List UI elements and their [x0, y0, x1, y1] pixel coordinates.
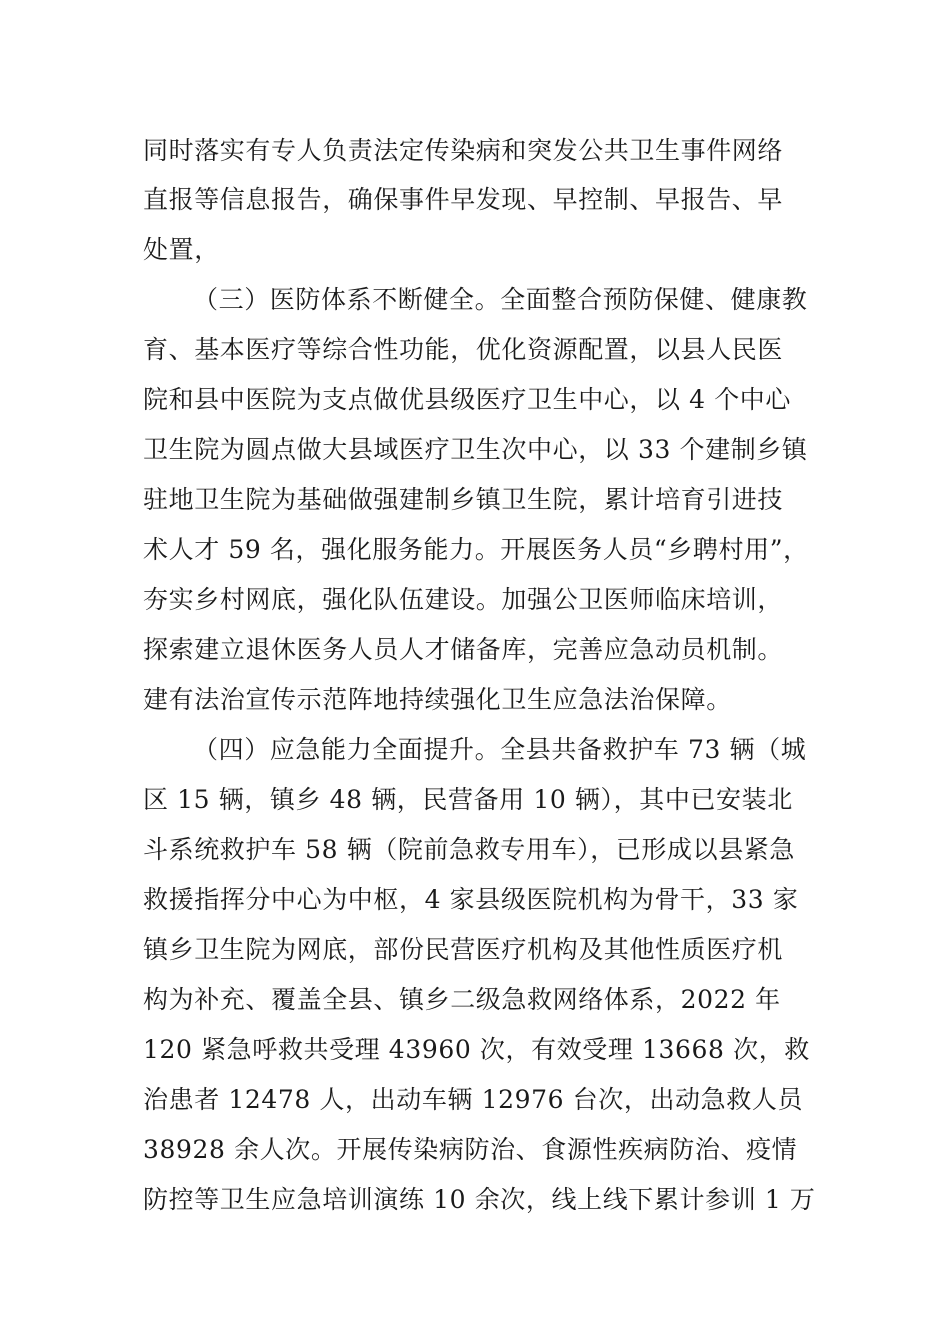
text-line: 卫生院为圆点做大县域医疗卫生次中心，以 33 个建制乡镇 — [143, 435, 808, 464]
text-line: 构为补充、覆盖全县、镇乡二级急救网络体系，2022 年 — [143, 985, 781, 1014]
text-line: 探索建立退休医务人员人才储备库，完善应急动员机制。 — [143, 635, 784, 664]
text-line: 夯实乡村网底，强化队伍建设。加强公卫医师临床培训， — [143, 585, 784, 614]
text-line: 同时落实有专人负责法定传染病和突发公共卫生事件网络 — [143, 136, 784, 165]
text-line: 120 紧急呼救共受理 43960 次，有效受理 13668 次，救 — [143, 1035, 810, 1064]
text-line: 镇乡卫生院为网底，部份民营医疗机构及其他性质医疗机 — [143, 935, 784, 964]
text-line: 38928 余人次。开展传染病防治、食源性疾病防治、疫情 — [143, 1135, 798, 1164]
text-line: 治患者 12478 人，出动车辆 12976 台次，出动急救人员 — [143, 1085, 804, 1114]
section-heading-line: （三）医防体系不断健全。全面整合预防保健、健康教 — [193, 285, 808, 314]
text-line: 处置， — [143, 235, 220, 264]
text-line: 斗系统救护车 58 辆（院前急救专用车），已形成以县紧急 — [143, 835, 796, 864]
text-line: 建有法治宣传示范阵地持续强化卫生应急法治保障。 — [143, 685, 732, 714]
text-line: 区 15 辆，镇乡 48 辆，民营备用 10 辆），其中已安装北 — [143, 785, 793, 814]
text-line: 院和县中医院为支点做优县级医疗卫生中心，以 4 个中心 — [143, 385, 792, 414]
text-line: 育、基本医疗等综合性功能，优化资源配置，以县人民医 — [143, 335, 784, 364]
text-line: 直报等信息报告，确保事件早发现、早控制、早报告、早 — [143, 185, 784, 214]
text-line: 救援指挥分中心为中枢，4 家县级医院机构为骨干，33 家 — [143, 885, 799, 914]
text-line: 驻地卫生院为基础做强建制乡镇卫生院，累计培育引进技 — [143, 485, 784, 514]
section-heading-line: （四）应急能力全面提升。全县共备救护车 73 辆（城 — [193, 735, 807, 764]
text-line: 防控等卫生应急培训演练 10 余次，线上线下累计参训 1 万 — [143, 1185, 816, 1214]
text-line: 术人才 59 名，强化服务能力。开展医务人员“乡聘村用”， — [143, 535, 809, 564]
